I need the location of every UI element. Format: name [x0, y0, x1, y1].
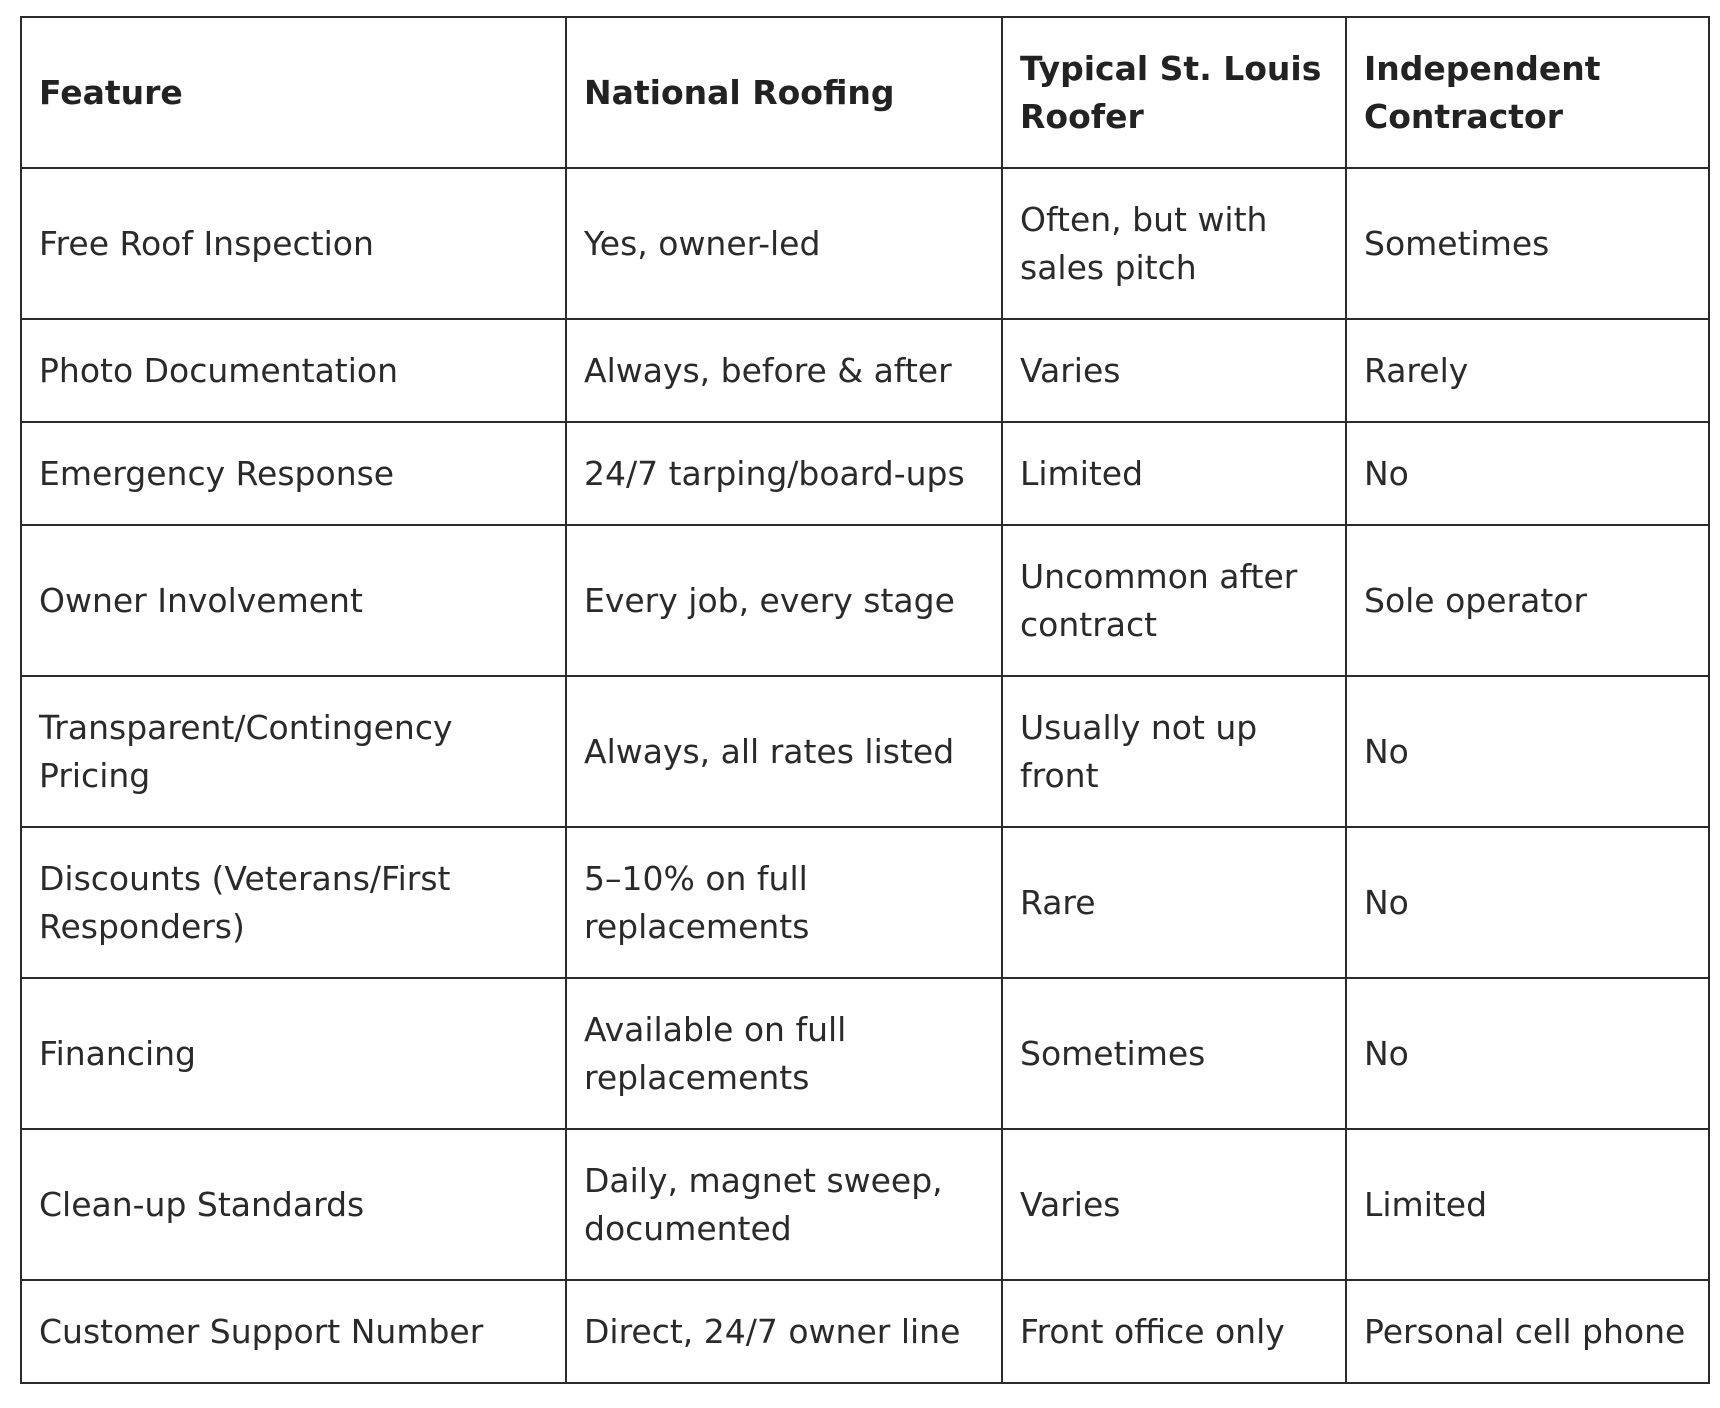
cell-feature: Clean-up Standards [21, 1129, 566, 1280]
cell-independent-contractor: Sometimes [1346, 168, 1709, 319]
cell-national-roofing: Direct, 24/7 owner line [566, 1280, 1002, 1383]
cell-feature: Owner Involvement [21, 525, 566, 676]
table-row [21, 978, 1709, 1129]
table-header [21, 17, 1709, 168]
cell-national-roofing: Always, before & after [566, 319, 1002, 422]
table-row [21, 676, 1709, 827]
cell-typical-roofer: Varies [1002, 319, 1346, 422]
header-independent-contractor: Independent Contractor [1346, 17, 1709, 168]
cell-independent-contractor: Sole operator [1346, 525, 1709, 676]
header-feature: Feature [21, 17, 566, 168]
cell-independent-contractor: Limited [1346, 1129, 1709, 1280]
table-row [21, 1280, 1709, 1383]
cell-national-roofing: Yes, owner-led [566, 168, 1002, 319]
cell-independent-contractor: Personal cell phone [1346, 1280, 1709, 1383]
cell-feature: Emergency Response [21, 422, 566, 525]
cell-national-roofing: 24/7 tarping/board-ups [566, 422, 1002, 525]
cell-typical-roofer: Limited [1002, 422, 1346, 525]
cell-feature: Discounts (Veterans/First Responders) [21, 827, 566, 978]
cell-national-roofing: Available on full replacements [566, 978, 1002, 1129]
comparison-table-container [20, 16, 1710, 1384]
cell-feature: Photo Documentation [21, 319, 566, 422]
table-row [21, 1129, 1709, 1280]
table-row [21, 422, 1709, 525]
cell-feature: Transparent/Contingency Pricing [21, 676, 566, 827]
cell-typical-roofer: Sometimes [1002, 978, 1346, 1129]
header-typical-roofer: Typical St. Louis Roofer [1002, 17, 1346, 168]
cell-typical-roofer: Front office only [1002, 1280, 1346, 1383]
cell-feature: Free Roof Inspection [21, 168, 566, 319]
table-body [21, 168, 1709, 1383]
cell-independent-contractor: No [1346, 978, 1709, 1129]
cell-feature: Financing [21, 978, 566, 1129]
cell-independent-contractor: No [1346, 676, 1709, 827]
cell-typical-roofer: Often, but with sales pitch [1002, 168, 1346, 319]
cell-independent-contractor: Rarely [1346, 319, 1709, 422]
table-row [21, 319, 1709, 422]
cell-typical-roofer: Varies [1002, 1129, 1346, 1280]
cell-national-roofing: Every job, every stage [566, 525, 1002, 676]
table-row [21, 827, 1709, 978]
cell-typical-roofer: Usually not up front [1002, 676, 1346, 827]
cell-typical-roofer: Uncommon after contract [1002, 525, 1346, 676]
table-row [21, 168, 1709, 319]
cell-national-roofing: Daily, magnet sweep, documented [566, 1129, 1002, 1280]
cell-independent-contractor: No [1346, 422, 1709, 525]
header-national-roofing: National Roofing [566, 17, 1002, 168]
header-row [21, 17, 1709, 168]
cell-typical-roofer: Rare [1002, 827, 1346, 978]
cell-independent-contractor: No [1346, 827, 1709, 978]
cell-national-roofing: Always, all rates listed [566, 676, 1002, 827]
cell-national-roofing: 5–10% on full replacements [566, 827, 1002, 978]
table-row [21, 525, 1709, 676]
roofing-comparison-table [20, 16, 1710, 1384]
cell-feature: Customer Support Number [21, 1280, 566, 1383]
